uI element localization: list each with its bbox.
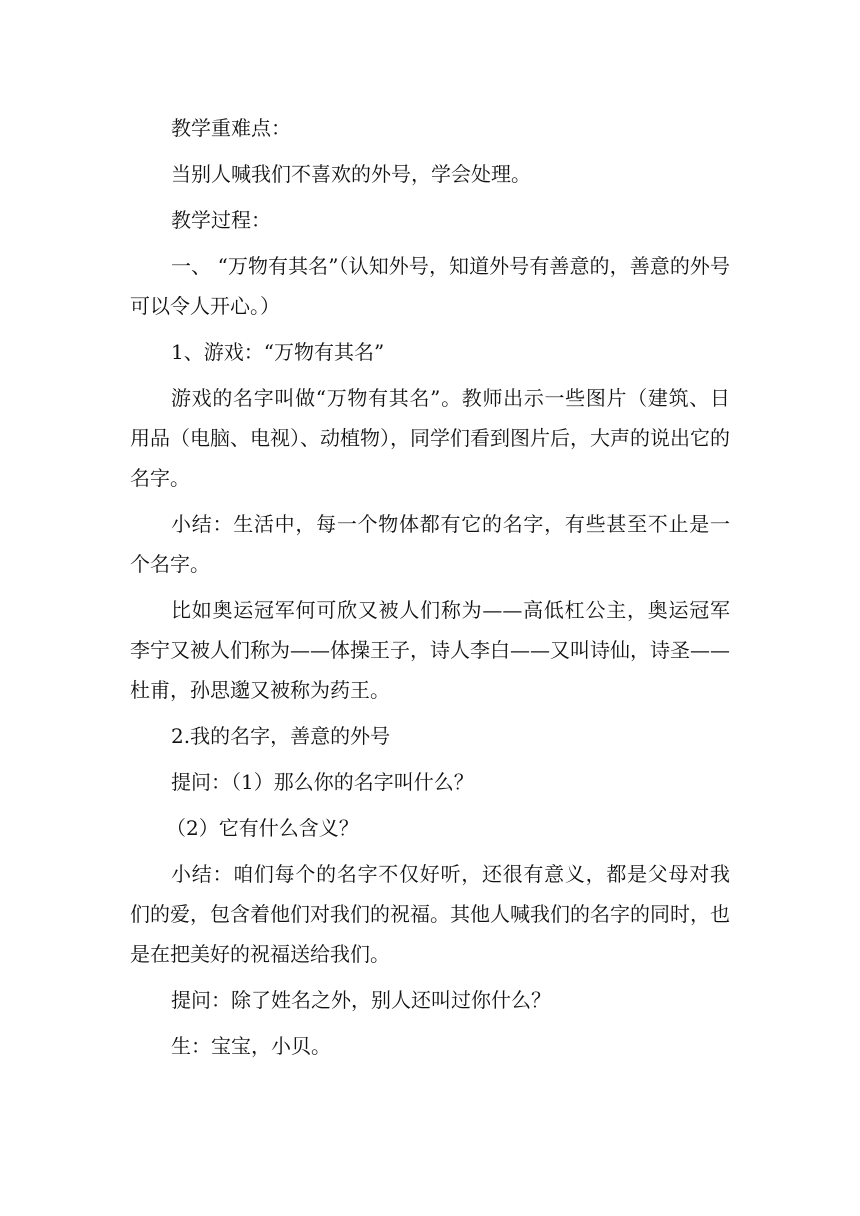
paragraph-student-answer: 生：宝宝，小贝。 [171,1034,331,1058]
paragraph-section-one: 一、 “万物有其名”（认知外号，知道外号有善意的，善意的外号可以令人开心。） [130,254,730,318]
paragraph-heading-process: 教学过程： [171,208,271,232]
paragraph-question-three: 提问：除了姓名之外，别人还叫过你什么？ [171,988,551,1012]
paragraph-question-two: （2）它有什么含义？ [166,816,359,840]
paragraph-summary-two: 小结：咱们每个的名字不仅好听，还很有意义，都是父母对我们的爱，包含着他们对我们的祝福。其他人喊我们的名字的同时，也是在把美好的祝福送给我们。 [130,862,730,966]
paragraph-game-description: 游戏的名字叫做“万物有其名”。教师出示一些图片（建筑、日用品（电脑、电视）、动植物），同学们看到图片后，大声的说出它的名字。 [130,386,730,490]
paragraph-summary-one: 小结：生活中，每一个物体都有它的名字，有些甚至不止是一个名字。 [130,512,730,576]
paragraph-heading-difficulties: 教学重难点： [171,116,291,140]
paragraph-examples: 比如奥运冠军何可欣又被人们称为——高低杠公主，奥运冠军李宁又被人们称为——体操王子，诗人李白——又叫诗仙，诗圣—— 杜甫，孙思邈又被称为药王。 [130,598,730,702]
paragraph-question-one: 提问：（1）那么你的名字叫什么？ [171,770,474,794]
paragraph-my-name-title: 2.我的名字，善意的外号 [171,724,391,748]
document-body [130,108,730,1072]
paragraph-game-title: 1、游戏：“万物有其名” [171,340,385,364]
paragraph-difficulty-text: 当别人喊我们不喜欢的外号，学会处理。 [171,162,531,186]
